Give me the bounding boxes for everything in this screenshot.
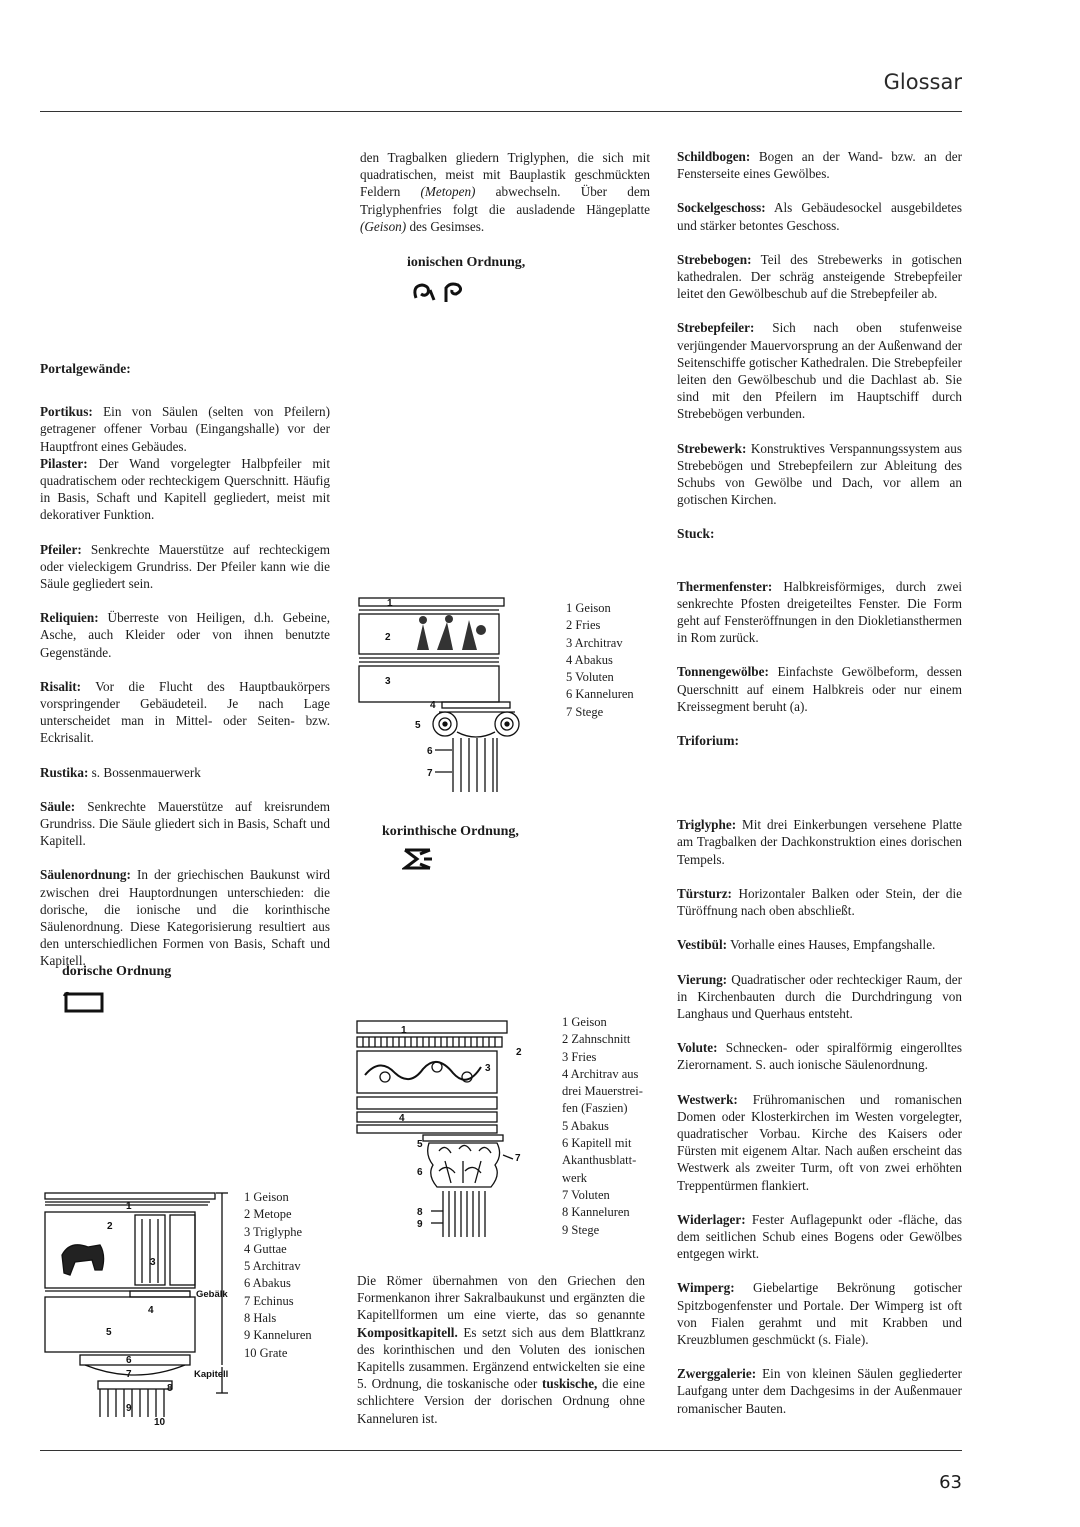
- corinthian-abakus-shape: [423, 1135, 503, 1141]
- ionic-label-5: 5: [415, 720, 421, 731]
- entry-vierung: Vierung: Quadratischer oder rechteckiger Raum, der in Kirchenbauten durch die Durchdringung von Langhaus und Querhaus entsteht.: [677, 971, 962, 1021]
- ionic-volutes-shape: [433, 712, 519, 737]
- doric-legend-item: 2 Metope: [244, 1207, 292, 1222]
- heading-dorische-ordnung: dorische Ordnung: [62, 964, 172, 979]
- doric-abakus-shape: [80, 1355, 190, 1365]
- doric-order-diagram: [40, 1185, 240, 1425]
- doric-guttae-shape: [130, 1291, 190, 1297]
- corinthian-label-6: 6: [417, 1167, 423, 1178]
- corinthian-legend-item: werk: [562, 1170, 587, 1185]
- doric-legend-item: 3 Triglyphe: [244, 1224, 303, 1239]
- doric-label-2: 2: [107, 1221, 113, 1232]
- heading-korinthische-ordnung: korinthische Ordnung,: [382, 824, 519, 839]
- corinthian-order-diagram: [355, 1015, 555, 1245]
- corinthian-label-5: 5: [417, 1139, 423, 1150]
- entry-triglyphe: Triglyphe: Mit drei Einkerbungen versehene Platte am Tragbalken der Dachkonstruktion eines dorischen Tempels.: [677, 817, 962, 867]
- entry-strebebogen: Strebebogen: Teil des Strebewerks in gotischen kathedralen. Der schräg ansteigende Strebepfeiler leitet den Gewölbeschub auf die Strebepfeiler ab.: [677, 251, 962, 302]
- doric-triglyph-shape: [135, 1215, 165, 1285]
- ionic-label-3: 3: [385, 676, 391, 687]
- page-number: 63: [939, 1472, 962, 1493]
- ionic-label-4: 4: [430, 700, 436, 711]
- doric-gebaelk-label: Gebälk: [196, 1289, 228, 1300]
- corinthian-legend-item: 3 Fries: [562, 1049, 597, 1064]
- corinthian-leaf-glyph-icon: [402, 846, 438, 872]
- corinthian-frieze-scroll: [365, 1062, 481, 1080]
- footer-rule: [40, 1450, 962, 1451]
- entry-strebepfeiler: Strebepfeiler: Sich nach oben stufenweise verjüngender Mauervorsprung an der Außenwand der Seitenschiffe gotischer Kathedralen. Die Strebepfeiler leiten den Gewölbeschub und die Dachlast ab. Sie sind mit den Pfeilern im Hauptschiff durch Strebebögen verbunden.: [677, 320, 963, 422]
- doric-echinus-shape: [85, 1365, 185, 1375]
- column-middle-top: [360, 149, 650, 252]
- doric-square-glyph-icon: [62, 990, 110, 1016]
- doric-legend-item: 8 Hals: [244, 1311, 277, 1326]
- entry-vestibuel: Vestibül: Vorhalle eines Hauses, Empfangshalle.: [677, 937, 936, 953]
- doric-label-5: 5: [106, 1327, 112, 1338]
- ionic-order-diagram: [357, 592, 557, 797]
- doric-label-10: 10: [154, 1417, 166, 1425]
- header-rule: [40, 111, 962, 112]
- ionic-legend-item: 1 Geison: [566, 601, 611, 615]
- ionic-architrav-shape: [359, 666, 499, 702]
- corinthian-architrav-shape: [357, 1125, 497, 1133]
- entry-reliquien: Reliquien: Überreste von Heiligen, d.h. Gebeine, Asche, auch Kleider oder von ihnen benutzte Gegenstände.: [40, 610, 330, 660]
- corinthian-legend-item: 7 Voluten: [562, 1187, 610, 1202]
- entry-volute: Volute: Schnecken- oder spiralförmig eingerolltes Zierornament. S. auch ionische Säulenordnung.: [677, 1040, 962, 1073]
- entry-rustika: Rustika: s. Bossenmauerwerk: [40, 764, 201, 780]
- paragraph-triglyph-intro: den Tragbalken gliedern Triglyphen, die sich mit quadratischen, meist mit Bauplastik geschmückten Feldern (Metopen) abwechseln. Über dem Triglyphenfries folgt die ausladende Hängeplatte (Geison) des Gesimses.: [360, 150, 650, 234]
- doric-architrav-shape: [45, 1297, 195, 1352]
- corinthian-acanthus-capital: [428, 1143, 500, 1187]
- ionic-shaft-flutes: [453, 738, 497, 792]
- corinthian-legend-item: Akanthusblatt-: [562, 1153, 637, 1168]
- doric-label-6: 6: [126, 1355, 132, 1366]
- ionic-legend-item: 4 Abakus: [566, 652, 613, 667]
- ionic-abakus-shape: [442, 702, 510, 708]
- corinthian-legend-item: 9 Stege: [562, 1222, 600, 1237]
- heading-ionische-ordnung: ionischen Ordnung,: [407, 255, 526, 270]
- entry-pfeiler: Pfeiler: Senkrechte Mauerstütze auf rechteckigem oder vieleckigem Grundriss. Der Pfeiler kann wie die Säule gegliedert sein.: [40, 541, 330, 592]
- corinthian-label-2: 2: [516, 1047, 522, 1058]
- doric-legend-item: 10 Grate: [244, 1345, 288, 1360]
- corinthian-legend-item: 5 Abakus: [562, 1118, 609, 1133]
- doric-label-3: 3: [150, 1257, 156, 1268]
- entry-saeulenordnung: Säulenordnung: In der griechischen Baukunst wird zwischen drei Hauptordnungen unterschieden: die dorische, die ionische und die korinthische Säulenordnung. Diese Kategorisierung resultiert aus den unterschiedlichen Formen von Basis, Schaft und Kapitell.: [40, 867, 330, 969]
- corinthian-legend-item: fen (Faszien): [562, 1101, 628, 1116]
- corinthian-label-3: 3: [485, 1063, 491, 1074]
- corinthian-shaft-flutes: [443, 1191, 485, 1237]
- corinthian-legend-item: 6 Kapitell mit: [562, 1136, 632, 1151]
- ionic-volute-glyph-icon: [410, 280, 470, 304]
- entry-thermenfenster: Thermenfenster: Halbkreisförmiges, durch zwei senkrechte Pfosten dreigeteiltes Fenster. Die Form geht auf Fensteröffnungen in den Diokletiansthermen in Rom zurück.: [677, 578, 962, 646]
- doric-legend: [244, 1189, 312, 1362]
- doric-neck-shape: [98, 1381, 172, 1389]
- ionic-legend-item: 7 Stege: [566, 704, 604, 719]
- doric-legend-item: 5 Architrav: [244, 1259, 301, 1274]
- corinthian-label-8: 8: [417, 1207, 423, 1218]
- ionic-legend-item: 6 Kanneluren: [566, 687, 634, 702]
- doric-legend-item: 1 Geison: [244, 1190, 289, 1204]
- heading-triforium: Triforium:: [677, 733, 739, 749]
- doric-legend-item: 9 Kanneluren: [244, 1328, 312, 1343]
- entry-sockelgeschoss: Sockelgeschoss: Als Gebäudesockel ausgebildetes und stärker betontes Geschoss.: [677, 200, 962, 233]
- doric-label-9: 9: [126, 1403, 132, 1414]
- ionic-legend-item: 2 Fries: [566, 618, 601, 633]
- doric-metope-relief: [62, 1245, 104, 1275]
- entry-saeule: Säule: Senkrechte Mauerstütze auf kreisrundem Grundriss. Die Säule gliedert sich in Basis, Schaft und Kapitell.: [40, 798, 330, 849]
- corinthian-legend-item: 1 Geison: [562, 1015, 607, 1029]
- entry-tonnengewoelbe: Tonnengewölbe: Einfachste Gewölbeform, dessen Querschnitt auf einem Halbkreis oder nur einem Kreissegment beruht (a).: [677, 664, 962, 714]
- doric-legend-item: 7 Echinus: [244, 1293, 294, 1308]
- column-middle-bottom: [357, 1272, 645, 1444]
- doric-geison-shape: [45, 1193, 215, 1199]
- corinthian-legend-item: 8 Kanneluren: [562, 1205, 630, 1220]
- column-right: [677, 148, 962, 1434]
- ionic-label-6: 6: [427, 746, 433, 757]
- doric-legend-item: 6 Abakus: [244, 1276, 291, 1291]
- corinthian-label-7: 7: [515, 1153, 521, 1164]
- ionic-legend: [566, 600, 634, 721]
- corinthian-legend: [562, 1014, 643, 1239]
- page-header-title: Glossar: [883, 70, 962, 94]
- ionic-geison-shape: [359, 598, 504, 606]
- corinthian-label-9: 9: [417, 1219, 423, 1230]
- entry-strebewerk: Strebewerk: Konstruktives Verspannungssystem aus Strebebögen und Strebepfeilern zur Ableitung des Schubs von Gewölbe und Dach, vor allem an gotischen Kirchen.: [677, 440, 962, 508]
- doric-legend-item: 4 Guttae: [244, 1241, 287, 1256]
- entry-risalit: Risalit: Vor die Flucht des Hauptbaukörpers vorspringender Gebäudeteil. Je nach Lage unterscheidet man in Mittel- oder Seiten- bzw. Eckrisalit.: [40, 678, 330, 746]
- entry-portikus: Portikus: Ein von Säulen (selten von Pfeilern) getragener offener Vorbau (Eingangshalle) vor der Hauptfront eines Gebäudes.: [40, 404, 330, 454]
- entry-wimperg: Wimperg: Giebelartige Bekrönung gotischer Spitzbogenfenster und Portale. Der Wimperg ist oft von Fialen gerahmt und mit Krabben und Kreuzblumen geschmückt (s. Fiale).: [677, 1280, 962, 1347]
- ionic-legend-item: 3 Architrav: [566, 635, 623, 650]
- corinthian-label-4: 4: [399, 1113, 405, 1124]
- entry-westwerk: Westwerk: Frühromanischen und romanischen Domen oder Klosterkirchen im Westen vorgelegter, quadratischer Vorbau. Kirche des Kaisers oder Fürsten mit eigenem Altar. Nach außen erscheint das Westwerk als zweiter Turm, oft von zwei erhöhten Treppentürmen flankiert.: [677, 1091, 962, 1193]
- ionic-frieze-relief: [417, 615, 486, 650]
- doric-label-7: 7: [126, 1369, 132, 1380]
- corinthian-label-1: 1: [401, 1025, 407, 1036]
- doric-label-1: 1: [126, 1201, 132, 1212]
- ionic-label-1: 1: [387, 598, 393, 609]
- entry-pilaster: Pilaster: Der Wand vorgelegter Halbpfeiler mit quadratischem oder rechteckigem Querschnitt. Häufig in Basis, Schaft und Kapitell gegliedert, meist mit dekorativer Funktion.: [40, 455, 330, 523]
- corinthian-legend-item: 2 Zahnschnitt: [562, 1032, 631, 1047]
- heading-stuck: Stuck:: [677, 526, 715, 542]
- doric-kapitell-label: Kapitell: [194, 1369, 229, 1380]
- corinthian-frieze-shape: [357, 1051, 497, 1093]
- entry-zwerggalerie: Zwerggalerie: Ein von kleinen Säulen gegliederter Laufgang unter dem Dachgesims in der Außenmauer romanischer Bauten.: [677, 1366, 962, 1416]
- entry-tuersturz: Türsturz: Horizontaler Balken oder Stein, der die Türöffnung nach oben abschließt.: [677, 885, 962, 919]
- corinthian-legend-item: drei Mauerstrei-: [562, 1084, 643, 1099]
- column-left: [40, 360, 330, 987]
- entry-schildbogen: Schildbogen: Bogen an der Wand- bzw. an der Fensterseite eines Gewölbes.: [677, 149, 962, 182]
- corinthian-legend-item: 4 Architrav aus: [562, 1066, 639, 1081]
- ionic-legend-item: 5 Voluten: [566, 670, 614, 685]
- heading-portalgewaende: Portalgewände:: [40, 361, 131, 376]
- ionic-label-2: 2: [385, 632, 391, 643]
- paragraph-roman-orders: Die Römer übernahmen von den Griechen den Formenkanon ihrer Sakralbaukunst und ergänzten die Kapitellformen um eine vierte, das so genannte Kompositkapitell. Es setzt sich aus dem Blattkranz des korinthischen und den Voluten des ionischen Kapitells zusammen. Ergänzend entwickelten sie eine 5. Ordnung, die toskanische oder tuskische, die eine schlichtere Version der dorischen Ordnung ohne Kanneluren ist.: [357, 1273, 645, 1426]
- corinthian-geison-shape: [357, 1021, 507, 1033]
- doric-label-8: 8: [167, 1383, 173, 1394]
- corinthian-dentils: [363, 1037, 495, 1047]
- doric-label-4: 4: [148, 1305, 154, 1316]
- ionic-label-7: 7: [427, 768, 433, 779]
- entry-widerlager: Widerlager: Fester Auflagepunkt oder -fläche, das dem seitlichen Schub eines Bogens oder Gewölbes entgegen wirkt.: [677, 1211, 962, 1262]
- doric-shaft-flutes: [100, 1389, 164, 1417]
